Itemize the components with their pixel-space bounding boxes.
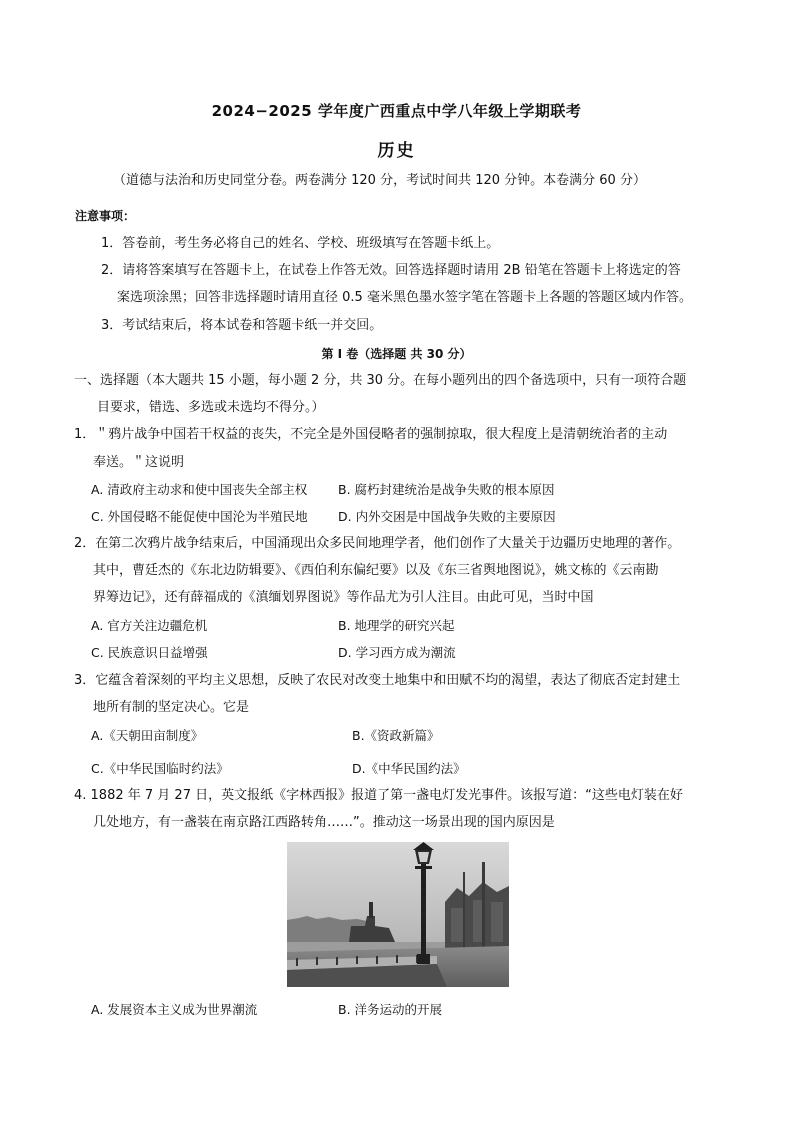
question-3-stem-continued: 地所有制的坚定决心。它是: [93, 700, 250, 715]
section-heading: 第 I 卷（选择题 共 30 分）: [321, 347, 472, 361]
question-2-option-d: D. 学习西方成为潮流: [338, 645, 456, 660]
question-1-option-c: C. 外国侵略不能促使中国沦为半殖民地: [91, 509, 308, 524]
exam-title: 2024−2025 学年度广西重点中学八年级上学期联考: [211, 102, 582, 120]
question-1-option-d: D. 内外交困是中国战争失败的主要原因: [338, 509, 556, 524]
question-4-option-b: B. 洋务运动的开展: [338, 1002, 443, 1017]
question-1-option-a: A. 清政府主动求和使中国丧失全部主权: [91, 482, 308, 497]
question-3-option-a: A.《天朝田亩制度》: [91, 728, 204, 743]
question-3-option-c: C.《中华民国临时约法》: [91, 761, 229, 776]
question-3-stem: 3．它蕴含着深刻的平均主义思想，反映了农民对改变土地集中和田赋不均的渴望，表达了彻底否定封建土: [74, 673, 681, 688]
notice-item: 2．请将答案填写在答题卡上，在试卷上作答无效。回答选择题时请用 2B 铅笔在答题卡上将选定的答: [101, 263, 681, 278]
question-2-option-a: A. 官方关注边疆危机: [91, 618, 208, 633]
question-2-stem: 2．在第二次鸦片战争结束后，中国涌现出众多民间地理学者，他们创作了大量关于边疆历史地理的著作。: [74, 536, 681, 551]
question-1-stem-continued: 奉送。＂这说明: [93, 455, 185, 470]
question-4-stem-continued: 几处地方，有一盏装在南京路江西路转角……”。推动这一场景出现的国内原因是: [93, 815, 555, 830]
exam-note: （道德与法治和历史同堂分卷。两卷满分 120 分，考试时间共 120 分钟。本卷满分 60 分）: [113, 173, 646, 188]
section-instruction-continued: 目要求，错选、多选或未选均不得分。）: [97, 400, 325, 415]
question-2-option-c: C. 民族意识日益增强: [91, 645, 208, 660]
question-3-option-b: B.《资政新篇》: [352, 728, 440, 743]
notice-item: 1．答卷前，考生务必将自己的姓名、学校、班级填写在答题卡纸上。: [101, 236, 500, 251]
section-instruction: 一、选择题（本大题共 15 小题，每小题 2 分，共 30 分。在每小题列出的四个备选项中，只有一项符合题: [74, 373, 687, 388]
question-2-stem-continued: 其中，曹廷杰的《东北边防辑要》、《西伯利东偏纪要》以及《东三省舆地图说》，姚文栋的《云南勘: [93, 563, 659, 578]
historical-photo-street-lamp: [287, 842, 509, 987]
notice-item: 3．考试结束后，将本试卷和答题卡纸一并交回。: [101, 318, 383, 333]
question-4-option-a: A. 发展资本主义成为世界潮流: [91, 1002, 258, 1017]
question-2-stem-continued: 界筹边记》，还有薛福成的《滇缅划界图说》等作品尤为引人注目。由此可见，当时中国: [93, 590, 594, 605]
question-1-stem: 1．＂鸦片战争中国若干权益的丧失，不完全是外国侵略者的强制掠取，很大程度上是清朝统治者的主动: [74, 427, 668, 442]
question-4-stem: 4. 1882 年 7 月 27 日，英文报纸《字林西报》报道了第一盏电灯发光事件。该报写道：“这些电灯装在好: [74, 788, 683, 803]
question-1-option-b: B. 腐朽封建统治是战争失败的根本原因: [338, 482, 555, 497]
subject-title: 历史: [377, 141, 416, 161]
notice-item-continued: 案选项涂黑；回答非选择题时请用直径 0.5 毫米黑色墨水签字笔在答题卡上各题的答题区域内作答。: [117, 290, 692, 305]
question-3-option-d: D.《中华民国约法》: [352, 761, 466, 776]
notice-heading: 注意事项：: [75, 209, 136, 223]
question-2-option-b: B. 地理学的研究兴起: [338, 618, 455, 633]
